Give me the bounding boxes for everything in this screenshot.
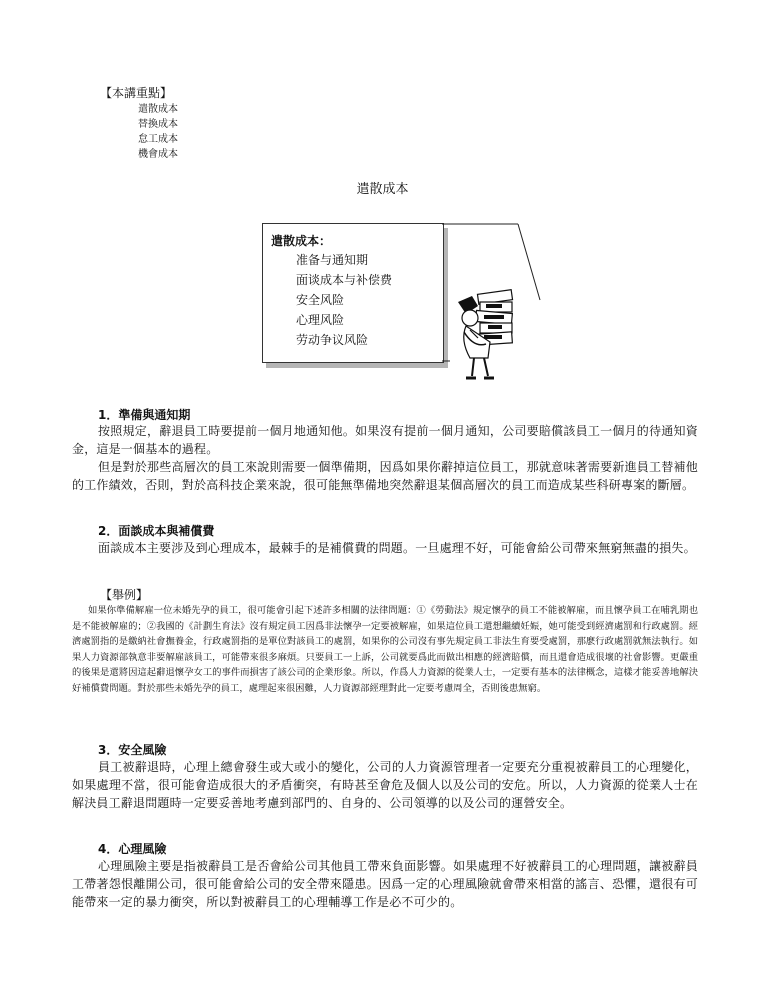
diagram-box xyxy=(262,223,444,363)
paragraph: 面談成本主要涉及到心理成本，最棘手的是補償費的問題。一旦處理不好，可能會給公司帶來無窮無盡的損失。 xyxy=(98,541,696,555)
paragraph: 按照規定，辭退員工時要提前一個月地通知他。如果沒有提前一個月通知，公司要賠償該員工一個月的待通知資金，這是一個基本的過程。 xyxy=(72,424,698,456)
section-heading: 2．面談成本與補償費 xyxy=(98,524,215,538)
example-label: 【舉例】 xyxy=(100,588,149,602)
diagram-title: 遣散成本： xyxy=(271,234,332,248)
paragraph: 心理風險主要是指被辭員工是否會給公司其他員工帶來負面影響。如果處理不好被辭員工的心理問題，讓被辭員工帶著怨恨離開公司，很可能會給公司的安全帶來隱患。因爲一定的心理風險就會帶來相當的謠言、恐懼，還很有可能帶來一定的暴力衝突，所以對被辭員工的心理輔導工作是必不可少的。 xyxy=(72,859,698,909)
diagram-item: 劳动争议风险 xyxy=(296,333,369,347)
diagram-item: 准备与通知期 xyxy=(296,253,369,267)
section-heading: 1．準備與通知期 xyxy=(98,408,191,422)
section-heading: 3．安全風險 xyxy=(98,743,167,757)
section-heading: 4．心理風險 xyxy=(98,842,167,856)
key-point-item: 機會成本 xyxy=(138,149,178,160)
person-carrying-boxes-icon xyxy=(430,220,550,390)
key-point-item: 遣散成本 xyxy=(138,104,178,115)
example-text: 如果你準備解雇一位未婚先孕的員工，很可能會引起下述許多相關的法律問題：①《勞動法》規定懷孕的員工不能被解雇，而且懷孕員工在哺乳期也是不能被解雇的；②我國的《計劃生育法》沒有規定員工因爲非法懷孕一定要被解雇，如果這位員工還想繼續妊娠，她可能受到經濟處罰和行政處罰。經濟處罰指的是繳納社會撫養金，行政處罰指的是單位對該員工的處罰，如果你的公司沒有事先規定員工非法生育要受處罰，那麽行政處罰就無法執行。如果人力資源部執意非要解雇該員工，可能帶來很多麻煩。只要員工一上訴，公司就要爲此而做出相應的經濟賠償，而且還會造成很壞的社會影響。更嚴重的後果是還將因這起辭退懷孕女工的事件而損害了該公司的企業形象。所以，作爲人力資源的從業人士，一定要有基本的法律概念，這樣才能妥善地解決好補償費問題。對於那些未婚先孕的員工，處理起來很困難，人力資源部經理對此一定要考慮周全，否則後患無窮。 xyxy=(72,605,698,694)
paragraph: 但是對於那些高層次的員工來說則需要一個準備期，因爲如果你辭掉這位員工，那就意味著需要新進員工替補他的工作績效，否則，對於高科技企業來說，很可能無準備地突然辭退某個高層次的員工而造成某些科研專案的斷層。 xyxy=(72,460,698,492)
key-points-list xyxy=(138,102,178,162)
key-point-item: 怠工成本 xyxy=(138,134,178,145)
paragraph: 員工被辭退時，心理上總會發生或大或小的變化，公司的人力資源管理者一定要充分重視被辭員工的心理變化，如果處理不當，很可能會造成很大的矛盾衝突，有時甚至會危及個人以及公司的安危。所以，人力資源的從業人士在解決員工辭退問題時一定要妥善地考慮到部門的、自身的、公司領導的以及公司的運營安全。 xyxy=(72,760,698,810)
diagram-item: 安全风险 xyxy=(296,293,345,307)
key-point-item: 替換成本 xyxy=(138,119,178,130)
key-points-title: 【本講重點】 xyxy=(100,86,173,100)
diagram-item: 面谈成本与补偿费 xyxy=(296,273,393,287)
page-title: 遣散成本 xyxy=(356,182,409,197)
diagram-item: 心理风险 xyxy=(296,313,345,327)
